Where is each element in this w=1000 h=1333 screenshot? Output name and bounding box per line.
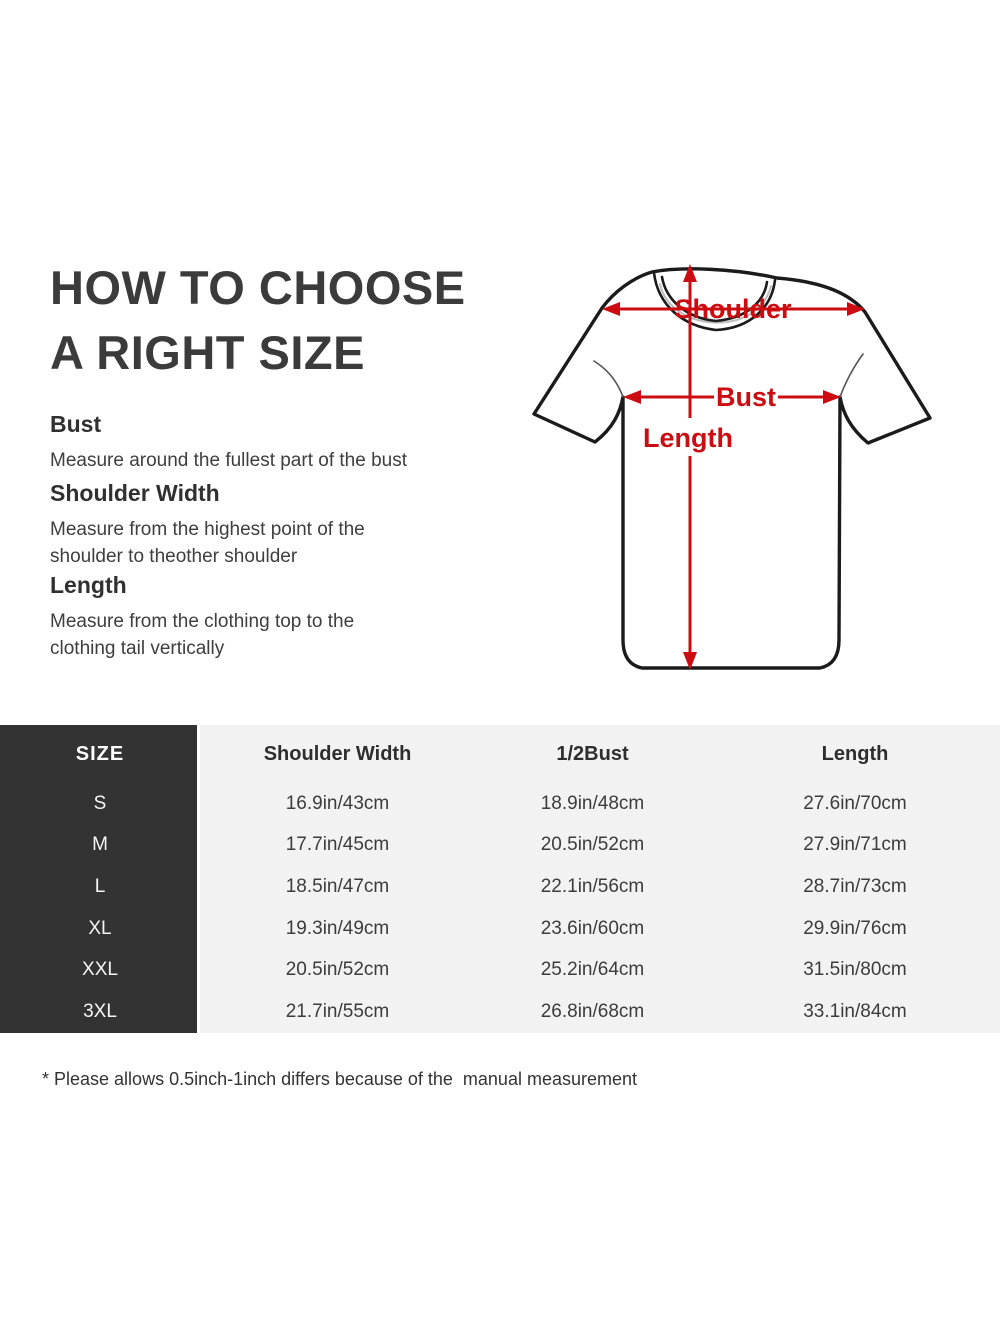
bust-heading: Bust [50, 411, 102, 437]
table-cell-l-length: 28.7in/73cm [803, 876, 907, 898]
size-label-l: L [94, 876, 106, 898]
tshirt-measurement-diagram [520, 250, 940, 690]
bust-arrow-label: Bust [716, 382, 776, 412]
table-cell-xxl-length: 31.5in/80cm [803, 959, 907, 981]
measurement-disclaimer: * Please allows 0.5inch-1inch differs because of the manual measurement [42, 1069, 638, 1089]
size-label-xl: XL [88, 917, 112, 939]
table-cell-s-length: 27.6in/70cm [803, 792, 907, 814]
table-cell-xxl-bust: 25.2in/64cm [540, 959, 645, 981]
shoulder-arrow-label: Shoulder [674, 294, 792, 324]
page-title-line1: HOW TO CHOOSE [50, 261, 466, 314]
size-table [0, 725, 1000, 1033]
table-cell-xl-bust: 23.6in/60cm [540, 917, 645, 939]
table-cell-m-bust: 20.5in/52cm [540, 834, 645, 856]
table-cell-xl-length: 29.9in/76cm [803, 917, 907, 939]
size-table-header-length: Length [821, 742, 889, 765]
size-label-3xl: 3XL [83, 1001, 117, 1023]
table-cell-m-shoulder: 17.7in/45cm [285, 834, 390, 856]
shoulder-width-section [50, 479, 520, 570]
table-cell-3xl-length: 33.1in/84cm [803, 1001, 907, 1023]
bust-description: Measure around the fullest part of the bust [50, 450, 407, 471]
shoulder-width-description-line2: shoulder to theother shoulder [50, 546, 298, 567]
shoulder-width-heading: Shoulder Width [50, 480, 220, 506]
table-cell-s-bust: 18.9in/48cm [540, 792, 645, 814]
bust-section [50, 410, 520, 474]
length-arrow-label: Length [643, 423, 733, 453]
size-label-s: S [93, 792, 107, 814]
size-table-header-size: SIZE [75, 742, 125, 765]
table-cell-3xl-shoulder: 21.7in/55cm [285, 1001, 390, 1023]
size-label-xxl: XXL [82, 959, 118, 981]
page-title [50, 255, 466, 385]
shoulder-width-description-line1: Measure from the highest point of the [50, 519, 365, 540]
table-cell-m-length: 27.9in/71cm [803, 834, 907, 856]
length-description-line1: Measure from the clothing top to the [50, 611, 355, 632]
size-table-header-shoulder-width: Shoulder Width [263, 742, 412, 765]
length-heading: Length [50, 572, 127, 598]
table-cell-s-shoulder: 16.9in/43cm [285, 792, 390, 814]
table-cell-3xl-bust: 26.8in/68cm [540, 1001, 645, 1023]
length-description-line2: clothing tail vertically [50, 638, 225, 659]
table-cell-l-shoulder: 18.5in/47cm [285, 876, 390, 898]
size-table-header-half-bust: 1/2Bust [556, 742, 629, 765]
length-section [50, 571, 520, 662]
table-cell-l-bust: 22.1in/56cm [540, 876, 645, 898]
size-label-m: M [92, 834, 108, 856]
page-title-line2: A RIGHT SIZE [50, 326, 365, 379]
table-cell-xl-shoulder: 19.3in/49cm [285, 917, 390, 939]
table-cell-xxl-shoulder: 20.5in/52cm [285, 959, 390, 981]
